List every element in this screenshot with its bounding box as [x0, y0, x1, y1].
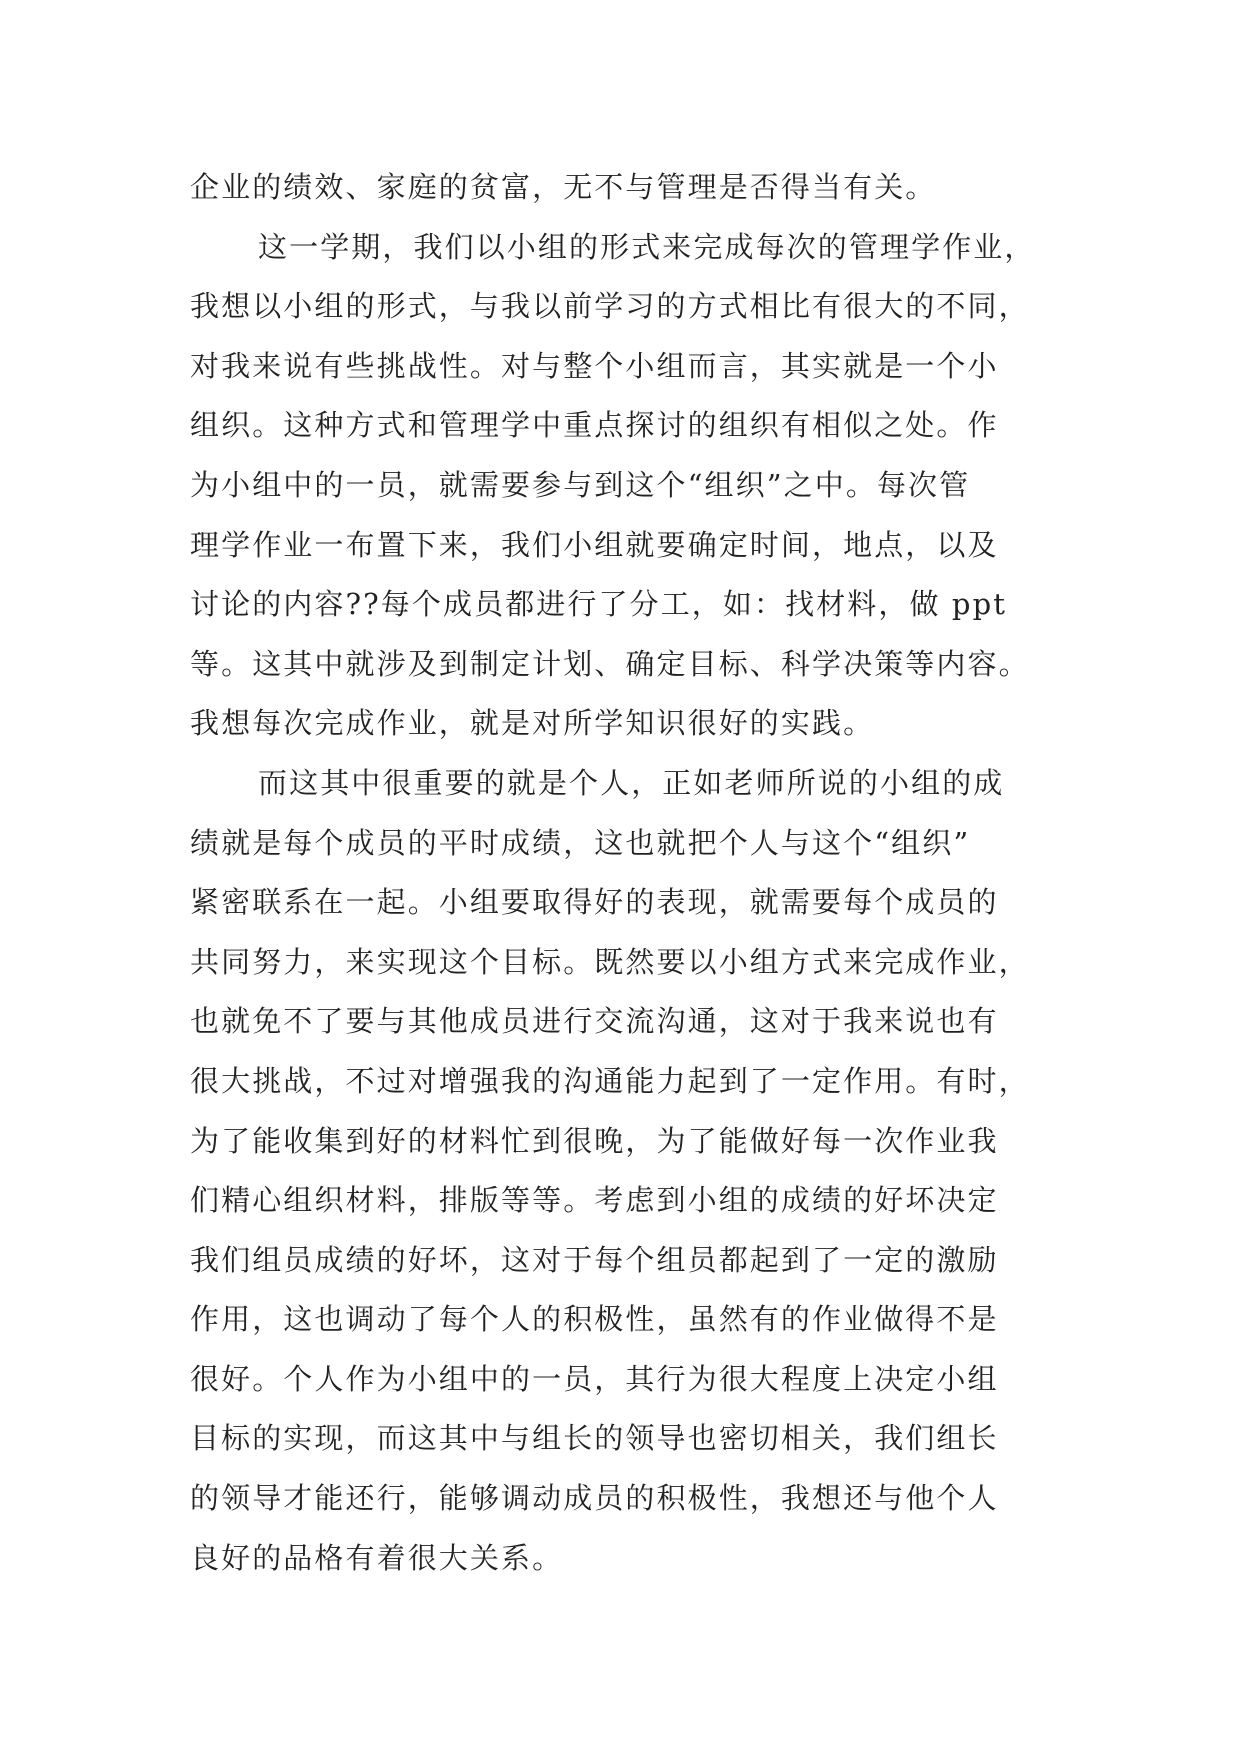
text-line: 对我来说有些挑战性。对与整个小组而言，其实就是一个小 [190, 348, 999, 383]
text-line: 目标的实现，而这其中与组长的领导也密切相关，我们组长 [190, 1421, 999, 1456]
text-line: 良好的品格有着很大关系。 [190, 1540, 564, 1575]
text-line: 我想每次完成作业，就是对所学知识很好的实践。 [190, 706, 875, 741]
text-line: 也就免不了要与其他成员进行交流沟通，这对于我来说也有 [190, 1004, 999, 1039]
text-line: 为小组中的一员，就需要参与到这个“组织”之中。每次管 [190, 467, 971, 502]
text-line: 紧密联系在一起。小组要取得好的表现，就需要每个成员的 [190, 885, 999, 920]
body-text [190, 158, 1090, 1588]
text-line: 我们组员成绩的好坏，这对于每个组员都起到了一定的激励 [190, 1242, 999, 1277]
text-line: 企业的绩效、家庭的贫富，无不与管理是否得当有关。 [190, 170, 937, 204]
text-line: 很好。个人作为小组中的一员，其行为很大程度上决定小组 [190, 1361, 999, 1396]
text-line: 很大挑战，不过对增强我的沟通能力起到了一定作用。有时， [190, 1063, 1030, 1098]
text-line: 而这其中很重要的就是个人，正如老师所说的小组的成 [258, 765, 1005, 800]
text-line: 作用，这也调动了每个人的积极性，虽然有的作业做得不是 [190, 1302, 999, 1337]
text-line: 这一学期，我们以小组的形式来完成每次的管理学作业， [258, 229, 1036, 264]
text-line: 们精心组织材料，排版等等。考虑到小组的成绩的好坏决定 [190, 1183, 999, 1218]
text-line: 等。这其中就涉及到制定计划、确定目标、科学决策等内容。 [190, 646, 1030, 681]
text-line: 理学作业一布置下来，我们小组就要确定时间，地点，以及 [190, 527, 999, 562]
text-line: 我想以小组的形式，与我以前学习的方式相比有很大的不同， [190, 289, 1030, 324]
text-line: 共同努力，来实现这个目标。既然要以小组方式来完成作业， [190, 944, 1030, 979]
text-line: 为了能收集到好的材料忙到很晚，为了能做好每一次作业我 [190, 1123, 999, 1158]
text-line: 组织。这种方式和管理学中重点探讨的组织有相似之处。作 [190, 408, 999, 443]
text-line: 绩就是每个成员的平时成绩，这也就把个人与这个“组织” [190, 825, 971, 860]
text-line: 的领导才能还行，能够调动成员的积极性，我想还与他个人 [190, 1481, 999, 1516]
text-line: 讨论的内容??每个成员都进行了分工，如：找材料，做 ppt [190, 587, 1007, 622]
